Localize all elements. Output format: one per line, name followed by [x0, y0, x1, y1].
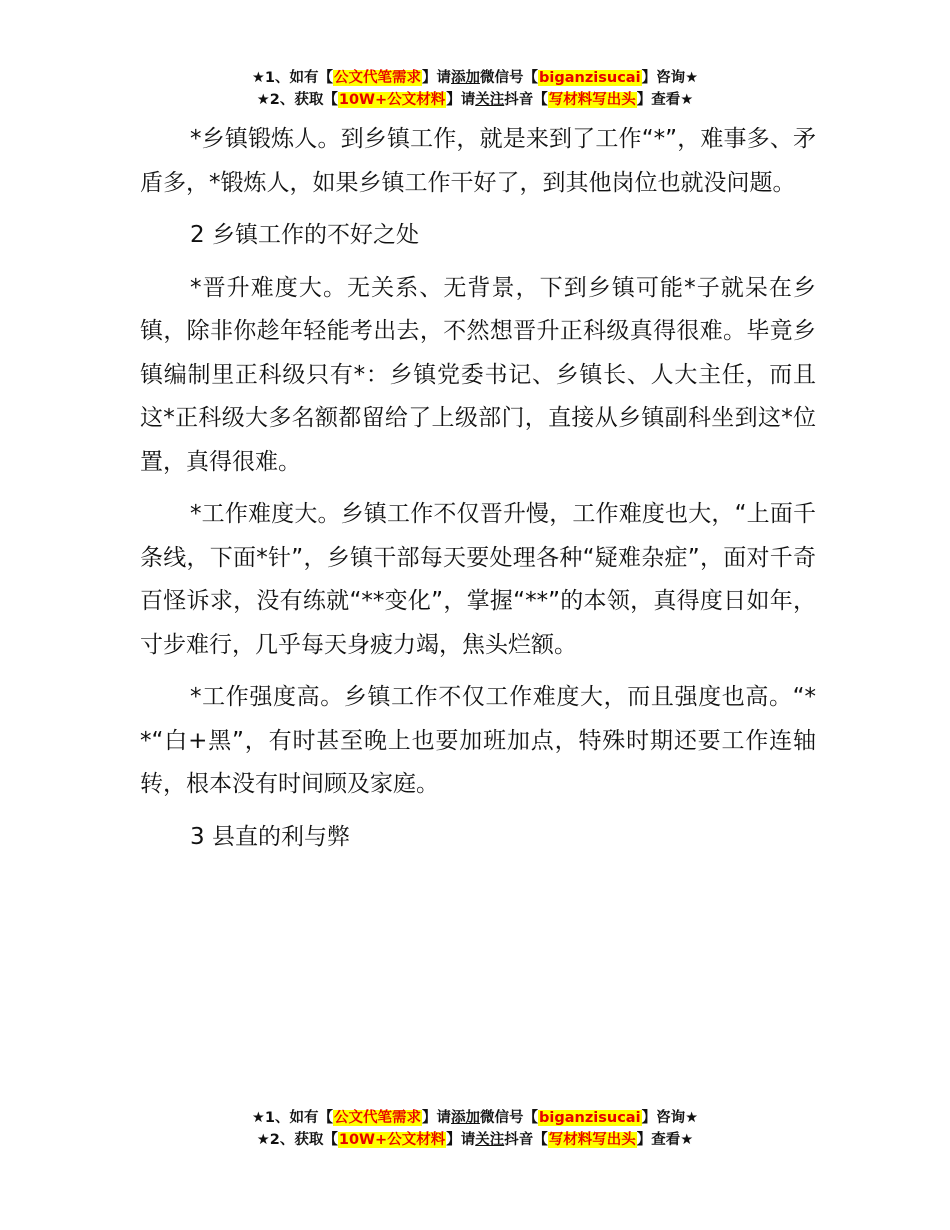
highlight-text: 公文代笔需求: [334, 70, 422, 86]
banner-text: 】查看★: [636, 1132, 694, 1148]
section-heading: 2 乡镇工作的不好之处: [190, 222, 419, 248]
underlined-text: 关注: [475, 1132, 505, 1148]
banner-line-1: [0, 1107, 950, 1129]
banner-text: 】请: [446, 92, 476, 108]
banner-line-1: [0, 67, 950, 89]
paragraph: *工作强度高。乡镇工作不仅工作难度大，而且强度也高。“**“白+黑”，有时甚至晚上也要加班加点，特殊时期还要工作连轴转，根本没有时间顾及家庭。: [140, 684, 816, 797]
banner-line-2: [0, 89, 950, 111]
highlight-text: 写材料写出头: [548, 92, 636, 108]
paragraph: *晋升难度大。无关系、无背景，下到乡镇可能*子就呆在乡镇，除非你趁年轻能考出去，不然想晋升正科级真得很难。毕竟乡镇编制里正科级只有*：乡镇党委书记、乡镇长、人大主任，而且这*正科级大多名额都留给了上级部门，直接从乡镇副科坐到这*位置，真得很难。: [140, 274, 816, 475]
banner-text: ★2、获取【: [256, 92, 338, 108]
banner-text: 】查看★: [636, 92, 694, 108]
banner-text: 】请: [446, 1132, 476, 1148]
banner-text: 】请: [422, 1110, 452, 1126]
footer-banner: [0, 1107, 950, 1151]
underlined-text: 添加: [451, 1110, 481, 1126]
banner-text: ★1、如有【: [251, 1110, 334, 1126]
underlined-text: 添加: [451, 70, 481, 86]
highlight-text: 写材料写出头: [548, 1132, 636, 1148]
header-banner: [0, 67, 950, 111]
banner-text: ★2、获取【: [256, 1132, 338, 1148]
banner-text: 抖音【: [504, 1132, 548, 1148]
highlight-text: biganzisucai: [539, 70, 641, 86]
section-heading: 3 县直的利与弊: [190, 823, 350, 850]
underlined-text: 关注: [475, 92, 505, 108]
banner-text: 】咨询★: [641, 1110, 699, 1126]
highlight-text: 公文代笔需求: [334, 1110, 422, 1126]
banner-text: 微信号【: [480, 1110, 539, 1126]
banner-line-2: [0, 1129, 950, 1151]
highlight-text: 10W+公文材料: [338, 1132, 446, 1148]
paragraph: *乡镇锻炼人。到乡镇工作，就是来到了工作“*”，难事多、矛盾多，*锻炼人，如果乡镇工作干好了，到其他岗位也就没问题。: [140, 126, 816, 196]
highlight-text: 10W+公文材料: [338, 92, 446, 108]
banner-text: 】请: [422, 70, 452, 86]
document-body: [140, 118, 816, 868]
banner-text: 抖音【: [504, 92, 548, 108]
banner-text: 微信号【: [480, 70, 539, 86]
banner-text: 】咨询★: [641, 70, 699, 86]
highlight-text: biganzisucai: [539, 1110, 641, 1126]
banner-text: ★1、如有【: [251, 70, 334, 86]
paragraph: *工作难度大。乡镇工作不仅晋升慢，工作难度也大，“上面千条线，下面*针”，乡镇干部每天要处理各种“疑难杂症”，面对千奇百怪诉求，没有练就“**变化”，掌握“**”的本领，真得度日如年，寸步难行，几乎每天身疲力竭，焦头烂额。: [140, 501, 816, 658]
